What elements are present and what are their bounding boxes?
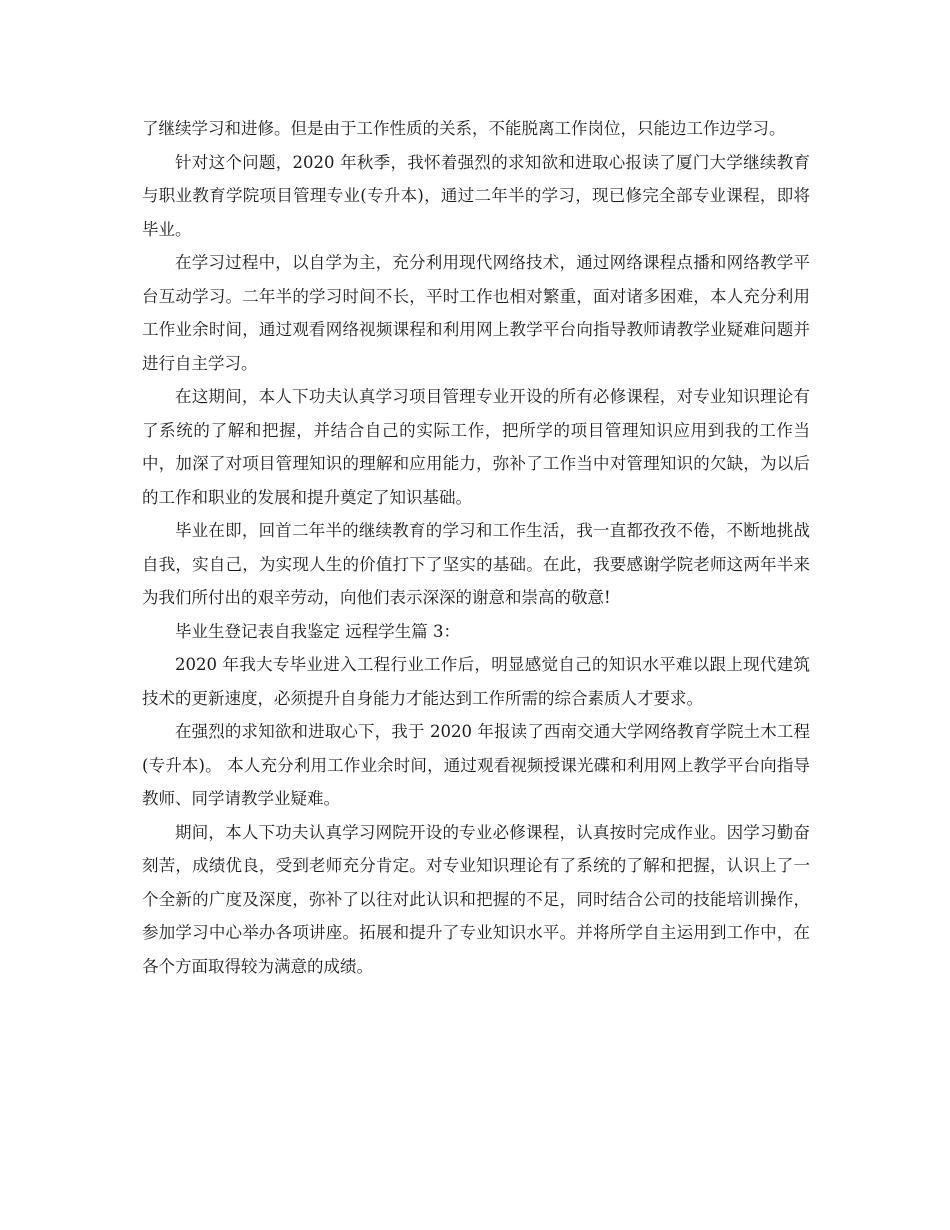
paragraph: 2020 年我大专毕业进入工程行业工作后，明显感觉自己的知识水平难以跟上现代建筑技术的更新速度，必须提升自身能力才能达到工作所需的综合素质人才要求。 bbox=[142, 655, 810, 708]
paragraph-continuation: 了继续学习和进修。但是由于工作性质的关系，不能脱离工作岗位，只能边工作边学习。 bbox=[142, 119, 786, 138]
paragraph: 在学习过程中，以自学为主，充分利用现代网络技术，通过网络课程点播和网络教学平台互动学习。二年半的学习时间不长，平时工作也相对繁重，面对诸多困难，本人充分利用工作业余时间，通过观看网络视频课程和利用网上教学平台向指导教师请教学业疑难问题并进行自主学习。 bbox=[142, 253, 810, 373]
document-body bbox=[142, 112, 810, 983]
paragraph: 在强烈的求知欲和进取心下，我于 2020 年报读了西南交通大学网络教育学院土木工程(专升本)。 本人充分利用工作业余时间，通过观看视频授课光碟和利用网上教学平台向指导教师、同学请教学业疑难。 bbox=[142, 722, 810, 808]
paragraph: 在这期间，本人下功夫认真学习项目管理专业开设的所有必修课程，对专业知识理论有了系统的了解和把握，并结合自己的实际工作，把所学的项目管理知识应用到我的工作当中，加深了对项目管理知识的理解和应用能力，弥补了工作当中对管理知识的欠缺，为以后的工作和职业的发展和提升奠定了知识基础。 bbox=[142, 387, 810, 507]
section-heading: 毕业生登记表自我鉴定 远程学生篇 3： bbox=[175, 621, 460, 641]
paragraph: 毕业在即，回首二年半的继续教育的学习和工作生活，我一直都孜孜不倦，不断地挑战自我，实自己，为实现人生的价值打下了坚实的基础。在此，我要感谢学院老师这两年半来为我们所付出的艰辛劳动，向他们表示深深的谢意和崇高的敬意! bbox=[142, 521, 810, 607]
paragraph: 针对这个问题，2020 年秋季，我怀着强烈的求知欲和进取心报读了厦门大学继续教育与职业教育学院项目管理专业(专升本)，通过二年半的学习，现已修完全部专业课程，即将毕业。 bbox=[142, 152, 810, 239]
paragraph: 期间，本人下功夫认真学习网院开设的专业必修课程，认真按时完成作业。因学习勤奋刻苦，成绩优良，受到老师充分肯定。对专业知识理论有了系统的了解和把握，认识上了一个全新的广度及深度，弥补了以往对此认识和把握的不足，同时结合公司的技能培训操作，参加学习中心举办各项讲座。拓展和提升了专业知识水平。并将所学自主运用到工作中，在各个方面取得较为满意的成绩。 bbox=[142, 822, 810, 976]
